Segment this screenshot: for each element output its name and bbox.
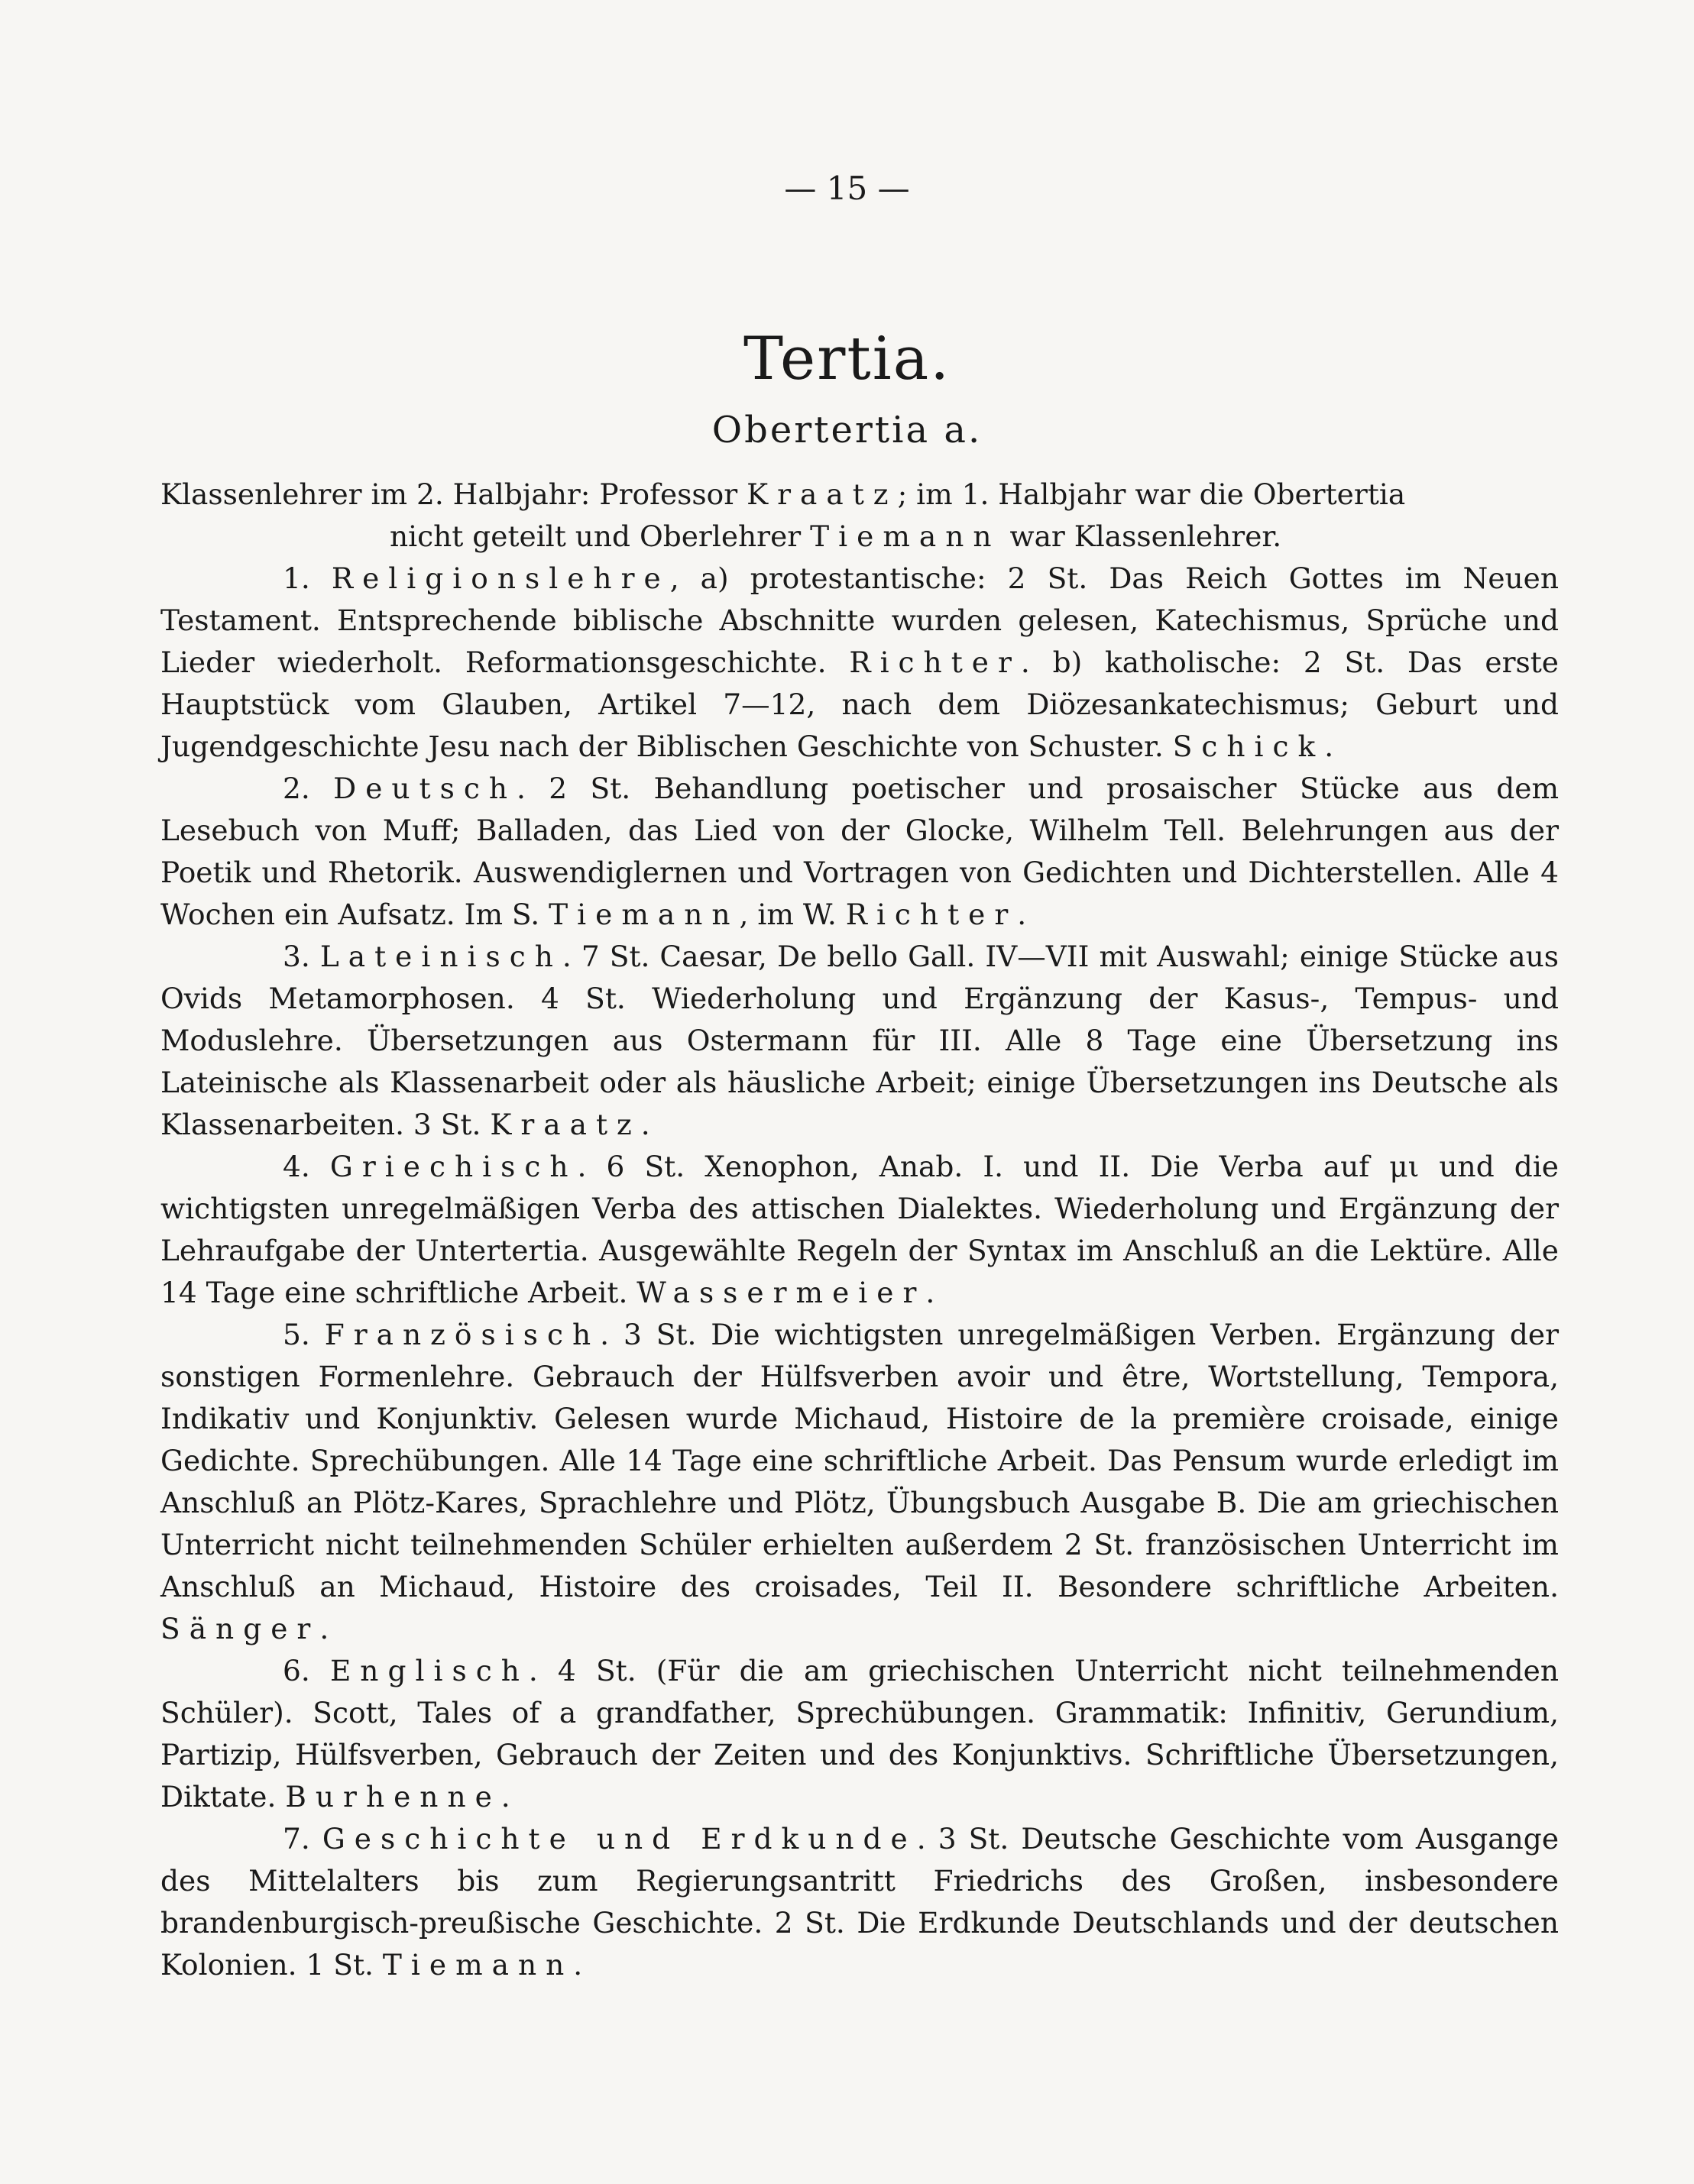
subject-name: Deutsch [333, 772, 517, 805]
section-text: . [319, 1612, 329, 1645]
section-number: 4. [283, 1150, 310, 1183]
section-text: . [925, 1276, 935, 1309]
section-text: . 6 St. Xenophon, Anab. I. und II. Die Verba auf μι und die wichtigsten unregelmäßigen Verba des attischen Dialektes. Wiederholung und Ergänzung der Lehraufgabe der Untertertia. Ausgewählte Regeln der Syntax im Anschluß an die Lektüre. Alle 14 Tage eine schriftliche Arbeit. [160, 1150, 1560, 1309]
subject-name: Geschichte und Erdkunde [322, 1822, 917, 1856]
subject-name: Englisch [329, 1654, 529, 1687]
teacher-name: Sänger [160, 1612, 320, 1645]
section-text: , a) protestantische: 2 St. Das Reich Gottes im Neuen Testament. Entsprechende biblische Abschnitte wurden gelesen, Katechismus, Sprüche und Lieder wiederholt. Reformationsgeschichte. [160, 561, 1560, 679]
section-franzoesisch [160, 1314, 1559, 1650]
section-number: 3. [283, 940, 310, 973]
intro-line-2 [160, 516, 1559, 558]
section-subtitle: Obertertia a. [711, 409, 983, 451]
teacher-name: Burhenne [285, 1780, 501, 1814]
section-text: . 4 St. (Für die am griechischen Unterricht nicht teilnehmenden Schüler). Scott, Tales of a grandfather, Sprechübungen. Grammatik: Infinitiv, Gerundium, Partizip, Hülfsverben, Gebrauch der Zeiten und des Konjunktivs. Schriftliche Übersetzungen, Diktate. [160, 1654, 1559, 1814]
section-number: 2. [283, 772, 310, 805]
teacher-name: Kraatz [747, 477, 898, 511]
teacher-name: Tiemann [382, 1948, 574, 1982]
section-text: . [500, 1780, 510, 1814]
section-religion [160, 558, 1559, 768]
section-text: . [1324, 730, 1334, 763]
section-number: 7. [283, 1822, 310, 1856]
teacher-name: Tiemann [549, 898, 740, 931]
teacher-name: Wassermeier [636, 1276, 926, 1309]
teacher-name: Schick [1172, 730, 1325, 763]
teacher-name: Tiemann [810, 519, 1001, 553]
section-griechisch [160, 1146, 1559, 1314]
section-text: . 7 St. Caesar, De bello Gall. IV—VII mit Auswahl; einige Stücke aus Ovids Metamorphosen. 4 St. Wiederholung und Ergänzung der Kasus-, Tempus- und Moduslehre. Übersetzungen aus Ostermann für III. Alle 8 Tage eine Übersetzung ins Lateinische als Klassenarbeit oder als häusliche Arbeit; einige Übersetzungen ins Deutsche als Klassenarbeiten. 3 St. [160, 940, 1560, 1141]
section-number: 1. [283, 561, 310, 595]
section-deutsch [160, 768, 1559, 936]
section-text: . [640, 1108, 650, 1141]
body-text [160, 474, 1559, 1986]
teacher-name: Kraatz [490, 1108, 641, 1141]
intro-text: ; im 1. Halbjahr war die Obertertia [897, 477, 1406, 511]
intro-line-1 [160, 474, 1559, 516]
section-text: , im W. [739, 898, 846, 931]
teacher-name: Richter [845, 898, 1018, 931]
section-text: . [1017, 898, 1027, 931]
subject-name: Griechisch [329, 1150, 578, 1183]
intro-text: war Klassenlehrer. [1000, 519, 1282, 553]
section-lateinisch [160, 936, 1559, 1146]
subject-name: Lateinisch [319, 940, 562, 973]
intro-text: nicht geteilt und Oberlehrer [390, 519, 811, 553]
section-text: . [573, 1948, 583, 1982]
subject-name: Religionslehre [331, 561, 670, 595]
subject-name: Französisch [324, 1318, 601, 1351]
section-text: . 2 St. Behandlung poetischer und prosaischer Stücke aus dem Lesebuch von Muff; Balladen, das Lied von der Glocke, Wilhelm Tell. Belehrungen aus der Poetik und Rhetorik. Auswendiglernen und Vortragen von Gedichten und Dichterstellen. Alle 4 Wochen ein Aufsatz. Im S. [160, 772, 1560, 931]
intro-text: Klassenlehrer im 2. Halbjahr: Professor [160, 477, 747, 511]
section-text: . b) katholische: 2 St. Das erste Hauptstück vom Glauben, Artikel 7—12, nach dem Diözesankatechismus; Geburt und Jugendgeschichte Jesu nach der Biblischen Geschichte von Schuster. [160, 645, 1559, 763]
page-title: Tertia. [743, 325, 951, 393]
section-number: 6. [283, 1654, 310, 1687]
section-text: . 3 St. Die wichtigsten unregelmäßigen Verben. Ergänzung der sonstigen Formenlehre. Gebrauch der Hülfsverben avoir und être, Wortstellung, Tempora, Indikativ und Konjunktiv. Gelesen wurde Michaud, Histoire de la première croisade, einige Gedichte. Sprechübungen. Alle 14 Tage eine schriftliche Arbeit. Das Pensum wurde erledigt im Anschluß an Plötz-Kares, Sprachlehre und Plötz, Übungsbuch Ausgabe B. Die am griechischen Unterricht nicht teilnehmenden Schüler erhielten außerdem 2 St. französischen Unterricht im Anschluß an Michaud, Histoire des croisades, Teil II. Besondere schriftliche Arbeiten. [160, 1318, 1559, 1603]
teacher-name: Richter [849, 645, 1021, 679]
section-geschichte [160, 1818, 1559, 1986]
section-englisch [160, 1650, 1559, 1818]
section-text: . 3 St. Deutsche Geschichte vom Ausgange des Mittelalters bis zum Regierungsantritt Friedrichs des Großen, insbesondere brandenburgisch-preußische Geschichte. 2 St. Die Erdkunde Deutschlands und der deutschen Kolonien. 1 St. [160, 1822, 1560, 1982]
page-number: — 15 — [784, 170, 910, 207]
section-number: 5. [283, 1318, 310, 1351]
